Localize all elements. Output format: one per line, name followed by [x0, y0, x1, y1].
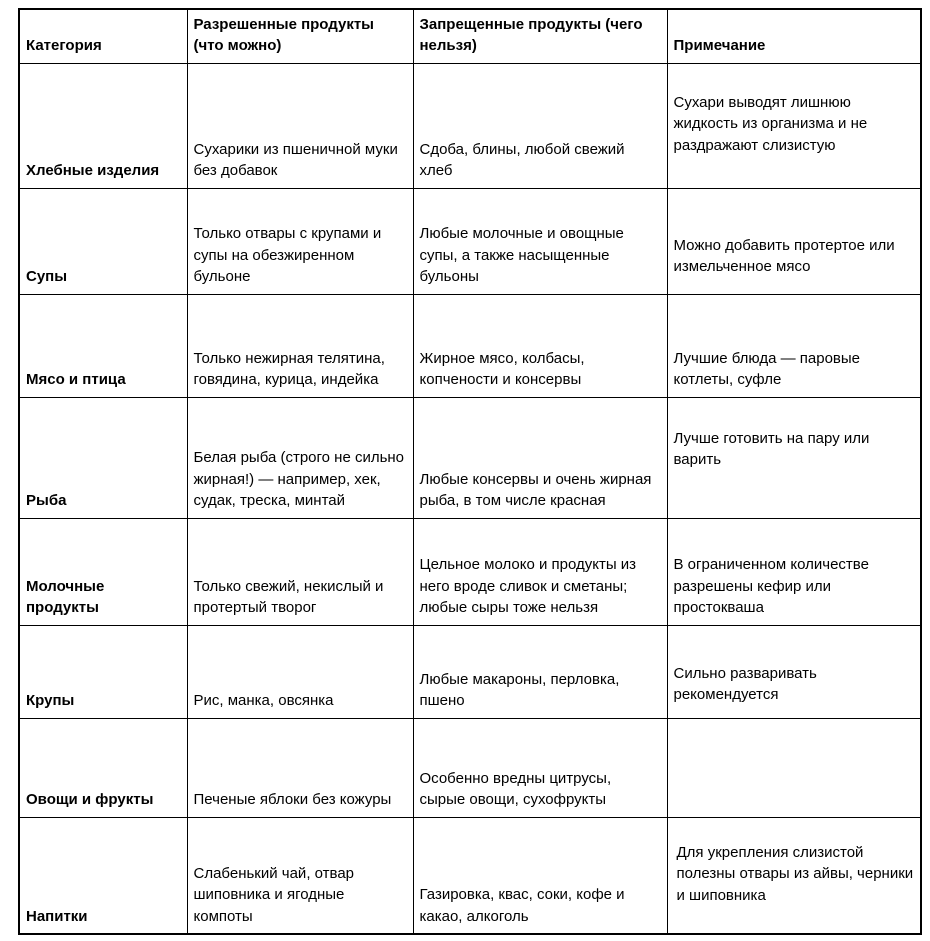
category-cell: Молочные продукты	[19, 518, 187, 625]
header-category: Категория	[19, 9, 187, 63]
forbidden-cell: Любые молочные и овощные супы, а также насыщенные бульоны	[413, 188, 667, 294]
header-row	[19, 9, 921, 63]
forbidden-cell: Газировка, квас, соки, кофе и какао, алкоголь	[413, 817, 667, 934]
forbidden-cell: Особенно вредны цитрусы, сырые овощи, сухофрукты	[413, 718, 667, 817]
forbidden-cell: Сдоба, блины, любой свежий хлеб	[413, 63, 667, 188]
note-cell: Для укрепления слизистой полезны отвары из айвы, черники и шиповника	[667, 817, 921, 934]
note-cell: Сильно разваривать рекомендуется	[667, 625, 921, 718]
note-cell: Лучше готовить на пару или варить	[667, 397, 921, 518]
table-row	[19, 625, 921, 718]
note-cell: Сухари выводят лишнюю жидкость из организма и не раздражают слизистую	[667, 63, 921, 188]
forbidden-cell: Любые макароны, перловка, пшено	[413, 625, 667, 718]
category-cell: Рыба	[19, 397, 187, 518]
allowed-cell: Рис, манка, овсянка	[187, 625, 413, 718]
diet-table	[18, 8, 922, 935]
allowed-cell: Слабенький чай, отвар шиповника и ягодные компоты	[187, 817, 413, 934]
note-cell: Лучшие блюда — паровые котлеты, суфле	[667, 294, 921, 397]
table-header	[19, 9, 921, 63]
table-row	[19, 518, 921, 625]
category-cell: Супы	[19, 188, 187, 294]
header-forbidden: Запрещенные продукты (чего нельзя)	[413, 9, 667, 63]
table-row	[19, 188, 921, 294]
allowed-cell: Белая рыба (строго не сильно жирная!) — например, хек, судак, треска, минтай	[187, 397, 413, 518]
forbidden-cell: Цельное молоко и продукты из него вроде сливок и сметаны; любые сыры тоже нельзя	[413, 518, 667, 625]
header-allowed: Разрешенные продукты (что можно)	[187, 9, 413, 63]
category-cell: Мясо и птица	[19, 294, 187, 397]
table-body	[19, 63, 921, 934]
category-cell: Хлебные изделия	[19, 63, 187, 188]
allowed-cell: Только свежий, некислый и протертый творог	[187, 518, 413, 625]
note-cell: Можно добавить протертое или измельченное мясо	[667, 188, 921, 294]
category-cell: Напитки	[19, 817, 187, 934]
table-row	[19, 397, 921, 518]
forbidden-cell: Любые консервы и очень жирная рыба, в том числе красная	[413, 397, 667, 518]
table-row	[19, 817, 921, 934]
category-cell: Крупы	[19, 625, 187, 718]
table-row	[19, 718, 921, 817]
table-row	[19, 63, 921, 188]
allowed-cell: Печеные яблоки без кожуры	[187, 718, 413, 817]
allowed-cell: Сухарики из пшеничной муки без добавок	[187, 63, 413, 188]
note-cell	[667, 718, 921, 817]
header-note: Примечание	[667, 9, 921, 63]
forbidden-cell: Жирное мясо, колбасы, копчености и консервы	[413, 294, 667, 397]
allowed-cell: Только отвары с крупами и супы на обезжиренном бульоне	[187, 188, 413, 294]
allowed-cell: Только нежирная телятина, говядина, курица, индейка	[187, 294, 413, 397]
note-cell: В ограниченном количестве разрешены кефир или простокваша	[667, 518, 921, 625]
category-cell: Овощи и фрукты	[19, 718, 187, 817]
table-row	[19, 294, 921, 397]
diet-table-container	[18, 8, 922, 935]
